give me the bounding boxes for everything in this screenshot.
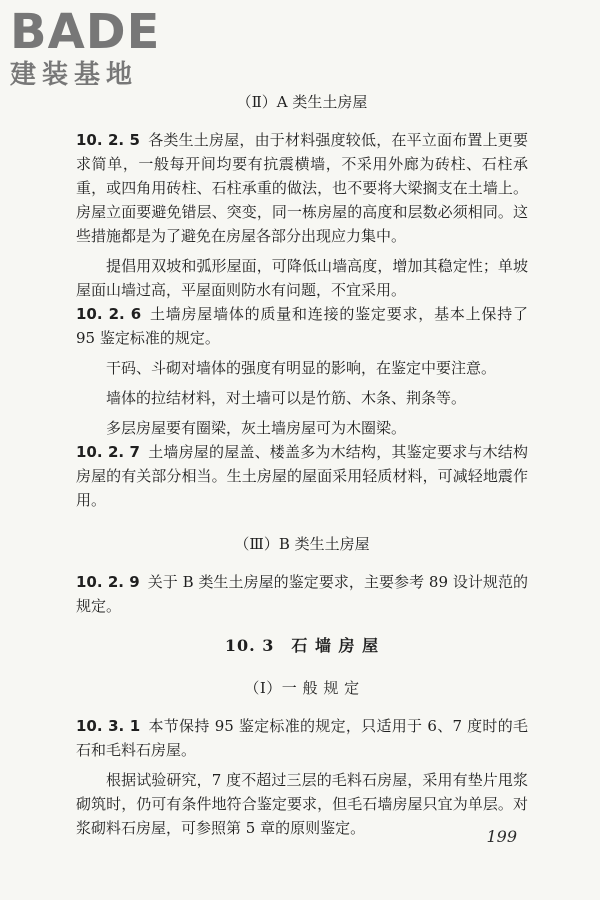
paragraph-10-2-6 [76,302,528,350]
section-title-iii: （Ⅲ）B 类生土房屋 [234,535,370,553]
paragraph-text: 本节保持 95 鉴定标准的规定，只适用于 6、7 度时的毛石和毛料石房屋。 [76,717,528,759]
section-title-ii: （Ⅱ）A 类生土房屋 [236,93,368,111]
page-number: 199 [486,827,517,846]
chapter-title-10-3: 10. 3 石 墙 房 屋 [224,636,380,655]
clause-number: 10. 2. 5 [76,131,140,149]
paragraph-10-2-5-continued: 提倡用双坡和弧形屋面，可降低山墙高度，增加其稳定性；单坡屋面山墙过高，平屋面则防水有问题，不宜采用。 [76,257,528,299]
paragraph-10-3-1 [76,714,528,762]
paragraph-10-2-6-d: 多层房屋要有圈梁，灰土墙房屋可为木圈梁。 [106,419,407,437]
clause-number: 10. 3. 1 [76,717,141,735]
paragraph-text: 土墙房屋的屋盖、楼盖多为木结构，其鉴定要求与木结构房屋的有关部分相当。生土房屋的屋面采用轻质材料，可减轻地震作用。 [76,443,528,509]
clause-number: 10. 2. 7 [76,443,140,461]
clause-number: 10. 2. 6 [76,305,142,323]
paragraph-10-3-1-continued: 根据试验研究，7 度不超过三层的毛料石房屋，采用有垫片甩浆砌筑时，仍可有条件地符合鉴定要求，但毛石墙房屋只宜为单层。对浆砌料石房屋，可参照第 5 章的原则鉴定。 [76,771,528,837]
bade-logo [10,4,180,90]
paragraph-text: 关于 B 类生土房屋的鉴定要求，主要参考 89 设计规范的规定。 [76,573,529,615]
logo-bottom-text: 建装基地 [10,60,139,90]
section-title-i: （Ⅰ）一 般 规 定 [244,679,360,697]
paragraph-text: 各类生土房屋，由于材料强度较低，在平立面布置上更要求简单，一般每开间均要有抗震横墙，不采用外廊为砖柱、石柱承重，或四角用砖柱、石柱承重的做法，也不要将大梁搁支在土墙上。房屋立面要避免错层、突变，同一栋房屋的高度和层数必须相同。这些措施都是为了避免在房屋各部分出现应力集中。 [76,131,528,245]
paragraph-10-2-7 [76,440,528,512]
document-content [76,90,528,840]
paragraph-text: 土墙房屋墙体的质量和连接的鉴定要求，基本上保持了 95 鉴定标准的规定。 [76,305,528,347]
clause-number: 10. 2. 9 [76,573,140,591]
paragraph-10-2-6-b: 干码、斗砌对墙体的强度有明显的影响，在鉴定中要注意。 [106,359,497,377]
paragraph-10-2-9 [76,570,528,618]
logo-top-text: BADE [10,4,161,60]
paragraph-10-2-5 [76,128,528,248]
paragraph-10-2-6-c: 墙体的拉结材料，对土墙可以是竹筋、木条、荆条等。 [106,389,467,407]
